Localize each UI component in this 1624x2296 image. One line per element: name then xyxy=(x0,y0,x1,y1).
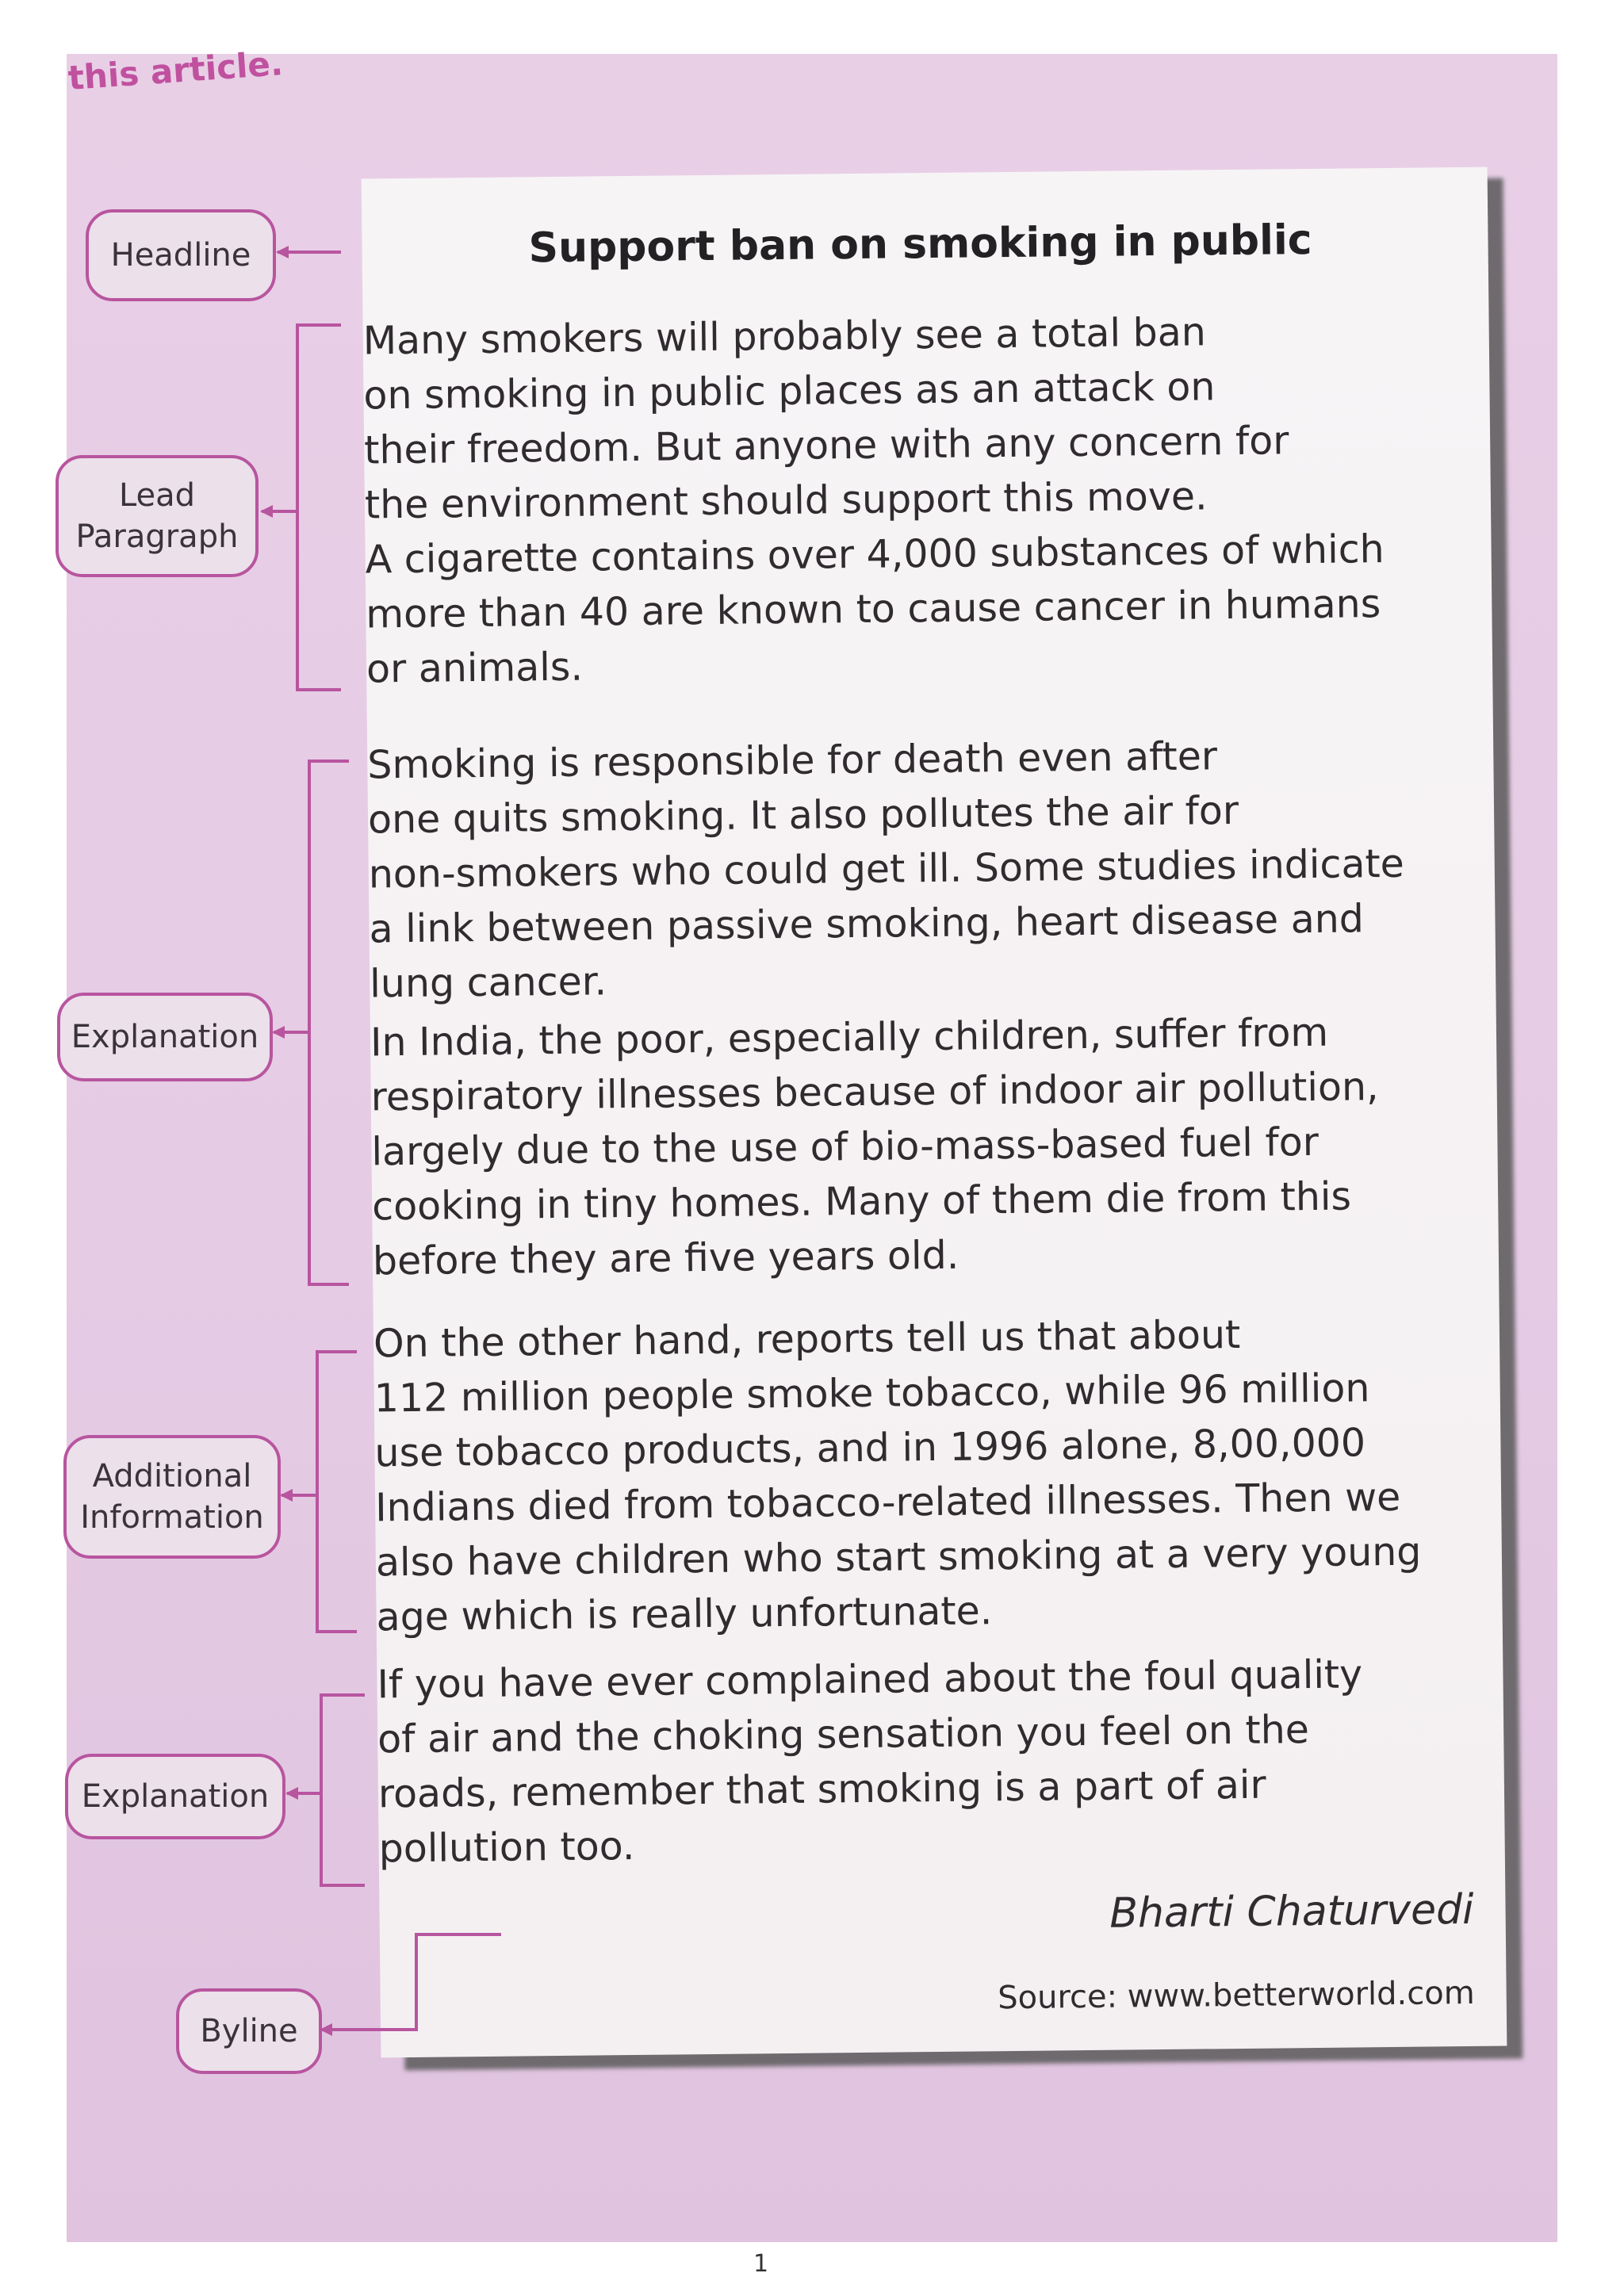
lead-paragraph-label: Lead Paragraph xyxy=(56,455,259,577)
article-byline: Bharti Chaturvedi xyxy=(1109,1885,1474,1938)
closing-explanation-paragraph: If you have ever complained about the foul quality of air and the choking sensation you feel on the roads, remember that smoking is a part of air pollution too. xyxy=(377,1651,1363,1872)
page-number: 1 xyxy=(753,2250,769,2278)
additional-information-bracket xyxy=(317,1352,357,1632)
explanation-paragraph: Smoking is responsible for death even after one quits smoking. It also pollutes the air for non-smokers who could get ill. Some studies indicate a link between passive smoking, heart disease and lung cancer. xyxy=(367,733,1405,1007)
explanation-paragraph: In India, the poor, especially children, suffer from respiratory illnesses because of indoor air pollution, largely due to the use of bio-mass-based fuel for cooking in tiny homes. Many of them die from this before they are five years old. xyxy=(370,1009,1379,1284)
lead-paragraph: Many smokers will probably see a total ban on smoking in public places as an attack on their freedom. But anyone with any concern for the environment should support this move. A cigarette contains over 4,000 substances of which more than 40 are known to cause cancer in humans or animals. xyxy=(362,309,1385,692)
explanation-label: Explanation xyxy=(65,1754,285,1839)
article-headline: Support ban on smoking in public xyxy=(528,216,1312,273)
additional-information-label: Additional Information xyxy=(63,1435,281,1559)
additional-information-paragraph: On the other hand, reports tell us that about 112 million people smoke tobacco, while 96 million use tobacco products, and in 1996 alone, 8,00,000 Indians died from tobacco-related illnesses. Then we also have children who start smoking at a very young age which is really unfortunate. xyxy=(373,1311,1422,1640)
byline-label: Byline xyxy=(176,1988,322,2074)
byline-connector xyxy=(321,1934,501,2030)
section-heading: this article. xyxy=(67,44,285,98)
lead-bracket xyxy=(297,325,341,690)
explanation-bracket-2 xyxy=(321,1695,365,1885)
headline-label: Headline xyxy=(86,209,276,301)
explanation-bracket-1 xyxy=(309,761,349,1284)
explanation-label: Explanation xyxy=(57,993,273,1081)
article-source: Source: www.betterworld.com xyxy=(997,1974,1475,2017)
